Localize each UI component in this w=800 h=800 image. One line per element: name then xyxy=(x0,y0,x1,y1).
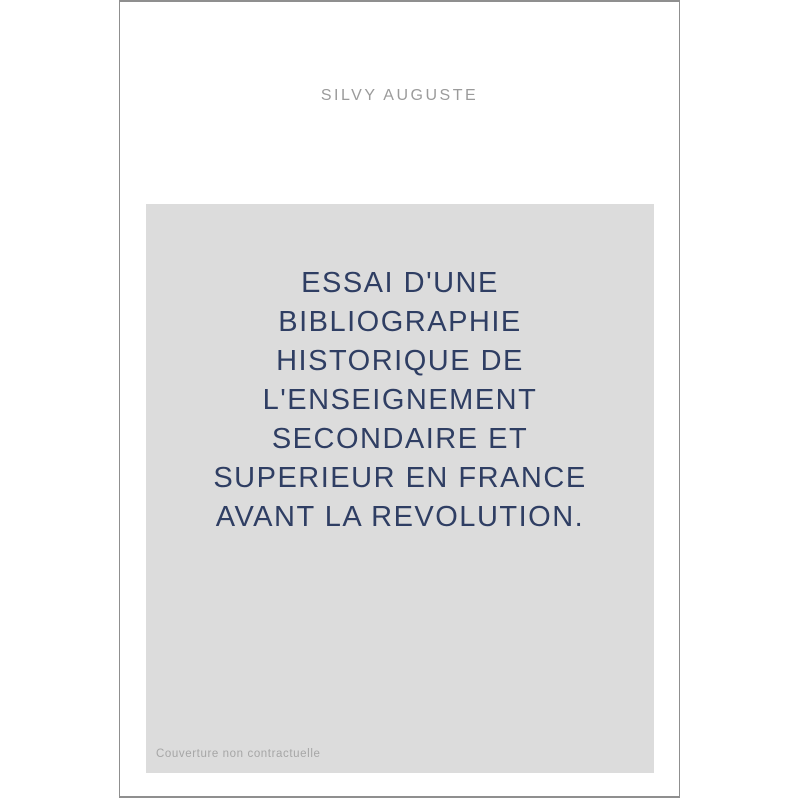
title-line: HISTORIQUE DE xyxy=(276,345,524,377)
cover-page xyxy=(119,0,680,798)
title-panel xyxy=(146,204,654,773)
author-name: SILVY AUGUSTE xyxy=(320,87,479,104)
title-line: SUPERIEUR EN FRANCE xyxy=(213,462,587,494)
title-line: AVANT LA REVOLUTION. xyxy=(215,501,585,533)
cover-disclaimer: Couverture non contractuelle xyxy=(156,748,321,760)
title-line: L'ENSEIGNEMENT xyxy=(262,384,538,416)
title-line: ESSAI D'UNE xyxy=(301,267,499,299)
title-line: BIBLIOGRAPHIE xyxy=(278,306,522,338)
book-title xyxy=(146,264,654,537)
title-line: SECONDAIRE ET xyxy=(271,423,529,455)
